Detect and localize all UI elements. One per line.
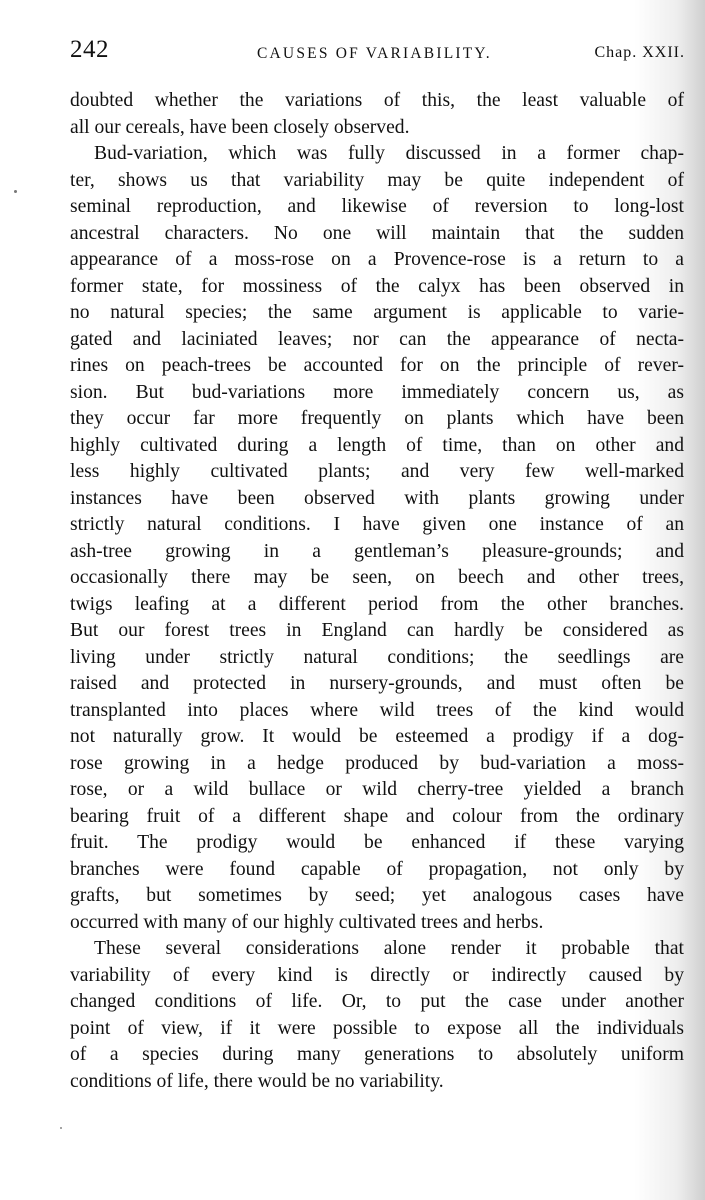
page-number: 242 bbox=[70, 36, 109, 63]
scan-speck bbox=[60, 1127, 62, 1129]
scan-speck bbox=[14, 190, 17, 193]
text-line: twigs leafing at a different period from the other branches. bbox=[70, 593, 684, 615]
text-line: doubted whether the variations of this, the least valuable of bbox=[70, 90, 684, 111]
text-line: gated and laciniated leaves; nor can the appearance of necta- bbox=[70, 328, 684, 350]
text-line: sion. But bud-variations more immediately concern us, as bbox=[70, 381, 684, 403]
text-line: appearance of a moss-rose on a Provence-rose is a return to a bbox=[70, 249, 684, 270]
text-line: conditions of life, there would be no variability. bbox=[70, 1070, 444, 1092]
text-line: ter, shows us that variability may be quite independent of bbox=[70, 169, 684, 191]
text-line: instances have been observed with plants growing under bbox=[70, 487, 684, 509]
text-line: transplanted into places where wild trees of the kind would bbox=[70, 699, 684, 721]
text-line: rines on peach-trees be accounted for on the principle of rever- bbox=[70, 355, 684, 376]
body-text bbox=[70, 88, 684, 1095]
text-line: Bud-variation, which was fully discussed in a former chap- bbox=[94, 143, 684, 164]
text-line: These several considerations alone render it probable that bbox=[94, 938, 684, 959]
text-line: living under strictly natural conditions; the seedlings are bbox=[70, 646, 684, 668]
text-line: ash-tree growing in a gentleman’s pleasure-grounds; and bbox=[70, 540, 684, 562]
text-line: changed conditions of life. Or, to put the case under another bbox=[70, 991, 684, 1012]
text-line: point of view, if it were possible to expose all the individuals bbox=[70, 1017, 684, 1039]
text-line: occasionally there may be seen, on beech and other trees, bbox=[70, 567, 684, 588]
text-line: rose growing in a hedge produced by bud-variation a moss- bbox=[70, 752, 684, 774]
text-line: all our cereals, have been closely observed. bbox=[70, 116, 410, 138]
text-line: strictly natural conditions. I have given one instance of an bbox=[70, 514, 684, 535]
text-line: rose, or a wild bullace or wild cherry-tree yielded a branch bbox=[70, 779, 684, 800]
text-line: they occur far more frequently on plants which have been bbox=[70, 408, 684, 429]
text-line: no natural species; the same argument is applicable to varie- bbox=[70, 302, 684, 323]
text-line: not naturally grow. It would be esteemed a prodigy if a dog- bbox=[70, 726, 684, 747]
text-line: seminal reproduction, and likewise of reversion to long-lost bbox=[70, 196, 684, 217]
text-line: raised and protected in nursery-grounds, and must often be bbox=[70, 673, 684, 694]
chapter-reference: Chap. XXII. bbox=[594, 44, 685, 61]
text-line: of a species during many generations to absolutely uniform bbox=[70, 1044, 684, 1065]
text-line: fruit. The prodigy would be enhanced if these varying bbox=[70, 832, 684, 853]
text-line: ancestral characters. No one will maintain that the sudden bbox=[70, 222, 684, 244]
text-line: bearing fruit of a different shape and colour from the ordinary bbox=[70, 805, 684, 827]
text-line: less highly cultivated plants; and very few well-marked bbox=[70, 461, 684, 482]
text-line: occurred with many of our highly cultivated trees and herbs. bbox=[70, 911, 544, 933]
text-line: variability of every kind is directly or indirectly caused by bbox=[70, 964, 684, 986]
text-line: branches were found capable of propagation, not only by bbox=[70, 858, 684, 880]
running-title: CAUSES OF VARIABILITY. bbox=[257, 45, 492, 62]
text-line: highly cultivated during a length of time, than on other and bbox=[70, 434, 684, 456]
running-head bbox=[70, 36, 685, 76]
text-line: But our forest trees in England can hardly be considered as bbox=[70, 620, 684, 641]
text-line: former state, for mossiness of the calyx has been observed in bbox=[70, 275, 684, 297]
text-line: grafts, but sometimes by seed; yet analogous cases have bbox=[70, 885, 684, 906]
